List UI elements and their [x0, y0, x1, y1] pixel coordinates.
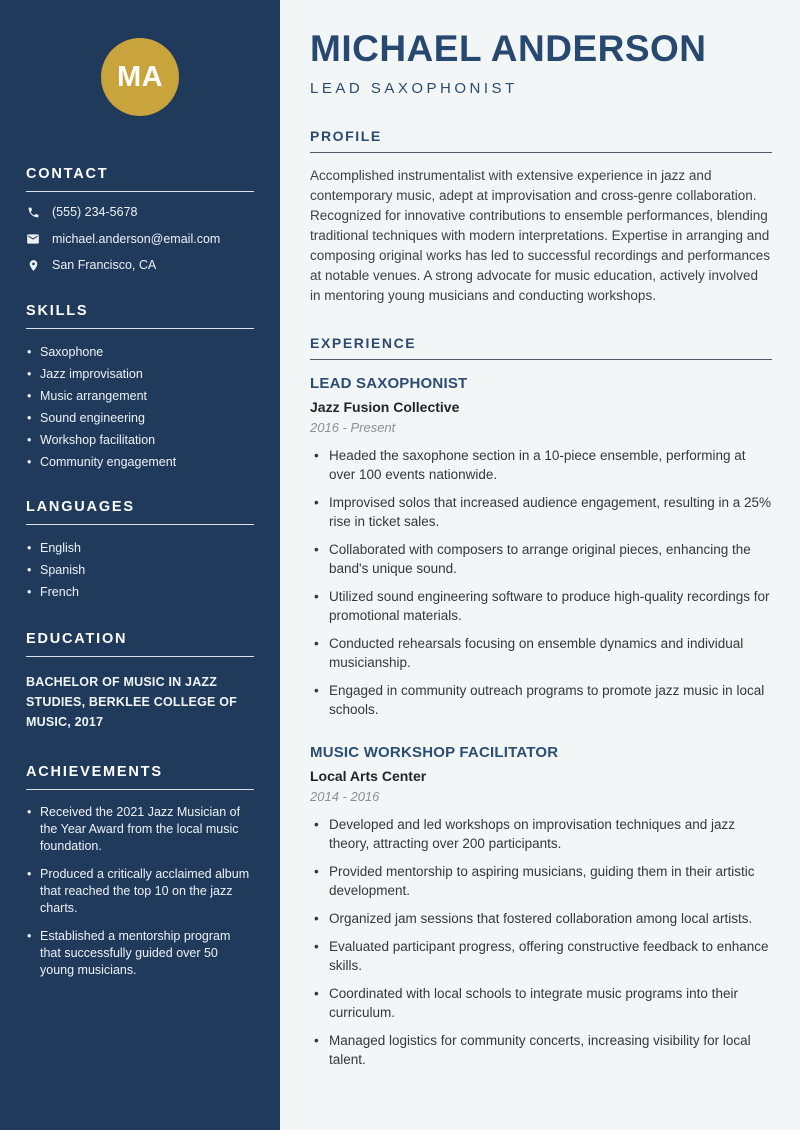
- job-bullet: • Developed and led workshops on improvisation techniques and jazz theory, attracting over 200 participants.: [310, 815, 772, 853]
- profile-section-title: PROFILE: [310, 128, 772, 153]
- languages-section-title: LANGUAGES: [26, 499, 254, 525]
- contact-text: michael.anderson@email.com: [52, 231, 221, 246]
- contact-text: San Francisco, CA: [52, 258, 157, 272]
- skills-list: [26, 341, 254, 473]
- contact-item: [26, 206, 254, 219]
- language-item: • English: [26, 537, 254, 559]
- contact-section-title: CONTACT: [26, 166, 254, 192]
- contact-text: (555) 234-5678: [52, 205, 138, 219]
- job-bullet: • Organized jam sessions that fostered collaboration among local artists.: [310, 909, 772, 928]
- job-title: MUSIC WORKSHOP FACILITATOR: [310, 743, 559, 761]
- job-bullet: • Collaborated with composers to arrange original pieces, enhancing the band's unique sound.: [310, 540, 772, 578]
- job-title: LEAD SAXOPHONIST: [310, 374, 468, 392]
- job-bullets: [310, 815, 772, 1069]
- skill-item: • Music arrangement: [26, 385, 254, 407]
- sidebar: [0, 0, 280, 1130]
- achievement-item: • Received the 2021 Jazz Musician of the Year Award from the local music foundation.: [26, 804, 254, 855]
- achievements-section-title: ACHIEVEMENTS: [26, 764, 254, 790]
- avatar-wrap: [26, 38, 254, 116]
- candidate-name: MICHAEL ANDERSON: [310, 28, 707, 69]
- contact-list: [26, 206, 254, 272]
- skill-item: • Workshop facilitation: [26, 429, 254, 451]
- skills-section-title: SKILLS: [26, 303, 254, 329]
- skill-item: • Sound engineering: [26, 407, 254, 429]
- location-icon: [26, 259, 40, 272]
- job-bullet: • Coordinated with local schools to integrate music programs into their curriculum.: [310, 984, 772, 1022]
- job-bullets: [310, 446, 772, 719]
- job-company: Jazz Fusion Collective: [310, 398, 460, 415]
- main-content: [280, 0, 800, 1130]
- job-bullet: • Improvised solos that increased audience engagement, resulting in a 25% rise in ticket sales.: [310, 493, 772, 531]
- job-entry: [310, 744, 772, 1069]
- email-icon: [26, 232, 40, 246]
- job-bullet: • Utilized sound engineering software to produce high-quality recordings for promotional materials.: [310, 587, 772, 625]
- phone-icon: [26, 206, 40, 219]
- skill-item: • Saxophone: [26, 341, 254, 363]
- achievement-item: • Produced a critically acclaimed album that reached the top 10 on the jazz charts.: [26, 866, 254, 917]
- skill-item: • Community engagement: [26, 451, 254, 473]
- candidate-role: LEAD SAXOPHONIST: [310, 79, 518, 97]
- job-company: Local Arts Center: [310, 767, 427, 784]
- job-bullet: • Headed the saxophone section in a 10-piece ensemble, performing at over 100 events nationwide.: [310, 446, 772, 484]
- language-item: • Spanish: [26, 559, 254, 581]
- skill-item: • Jazz improvisation: [26, 363, 254, 385]
- job-entry: [310, 375, 772, 719]
- education-section-title: EDUCATION: [26, 631, 254, 657]
- language-item: • French: [26, 581, 254, 603]
- avatar: MA: [101, 38, 179, 116]
- contact-item: [26, 259, 254, 272]
- job-dates: 2014 - 2016: [310, 788, 380, 804]
- job-bullet: • Provided mentorship to aspiring musicians, guiding them in their artistic development.: [310, 862, 772, 900]
- job-bullet: • Managed logistics for community concerts, increasing visibility for local talent.: [310, 1031, 772, 1069]
- job-bullet: • Evaluated participant progress, offering constructive feedback to enhance skills.: [310, 937, 772, 975]
- experience-section-title: EXPERIENCE: [310, 335, 772, 360]
- languages-list: [26, 537, 254, 603]
- profile-text: Accomplished instrumentalist with extensive experience in jazz and contemporary music, adept at improvisation and cross-genre collaboration. Recognized for innovative contributions to ensemble performances, blending traditional techniques with modern interpretations. Expertise in arranging and composing original works has led to successful recordings and performances at notable venues. A strong advocate for music education, actively involved in mentoring young musicians and conducting workshops.: [310, 167, 770, 303]
- contact-item: [26, 232, 254, 246]
- job-dates: 2016 - Present: [310, 419, 396, 435]
- achievements-list: [26, 804, 254, 979]
- achievement-item: • Established a mentorship program that successfully guided over 50 young musicians.: [26, 928, 254, 979]
- job-bullet: • Engaged in community outreach programs to promote jazz music in local schools.: [310, 681, 772, 719]
- education-degree: BACHELOR OF MUSIC IN JAZZ STUDIES, BERKLEE COLLEGE OF MUSIC, 2017: [26, 675, 237, 729]
- job-bullet: • Conducted rehearsals focusing on ensemble dynamics and individual musicianship.: [310, 634, 772, 672]
